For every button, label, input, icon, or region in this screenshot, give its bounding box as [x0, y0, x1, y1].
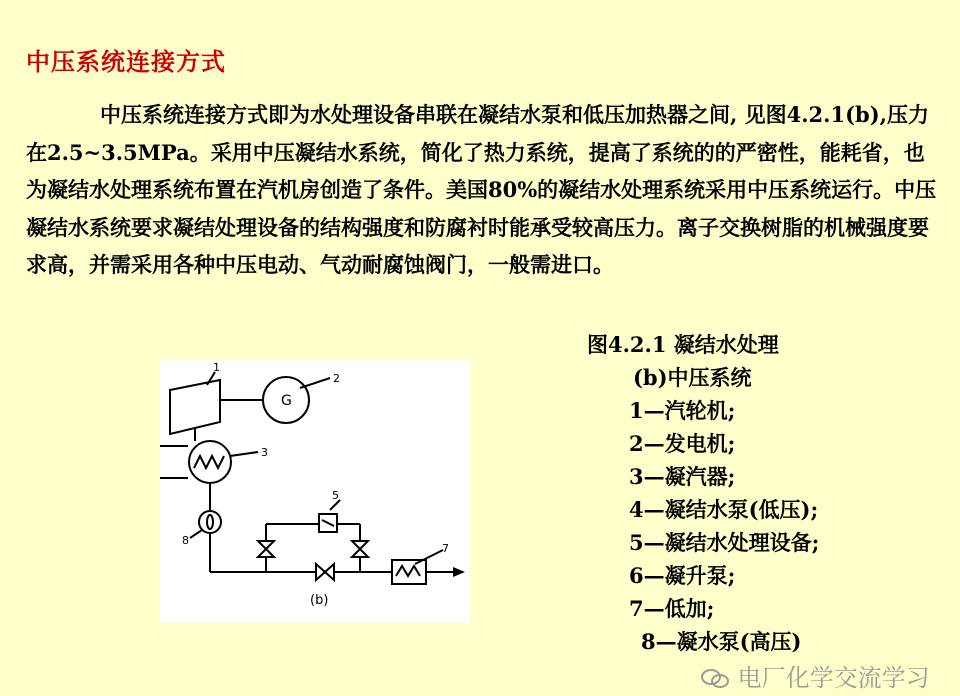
legend-item: 6—凝升泵; [629, 563, 736, 588]
legend-item: 1—汽轮机; [629, 398, 736, 423]
chat-bubbles-icon [700, 668, 730, 690]
generator-letter: G [281, 393, 292, 409]
watermark [700, 658, 930, 693]
caption-subtitle: (b)中压系统 [633, 365, 752, 390]
system-diagram [160, 360, 470, 623]
heater-symbol [392, 560, 426, 584]
legend-item: 8—凝水泵(高压) [641, 629, 802, 654]
caption-title: 图4.2.1 凝结水处理 [587, 332, 779, 357]
outflow-arrow [453, 567, 465, 577]
diagram-label: (b) [310, 593, 329, 608]
legend-item: 5—凝结水处理设备; [629, 530, 820, 555]
right-valve [352, 541, 368, 557]
label-7: 7 [442, 542, 449, 555]
left-valve [258, 541, 274, 557]
page-title: 中压系统连接方式 [26, 47, 226, 76]
legend-item: 2—发电机; [629, 431, 736, 456]
legend-item: 7—低加; [629, 596, 715, 621]
label-8: 8 [182, 534, 189, 547]
body-paragraph: 中压系统连接方式即为水处理设备串联在凝结水泵和低压加热器之间, 见图4.2.1(b),压力在2.5~3.5MPa。采用中压凝结水系统，简化了热力系统，提高了系统的的严密性，能耗省，也为凝结水处理系统布置在汽机房创造了条件。美国80%的凝结水处理系统采用中压系统运行。中压凝结水系统要求凝结处理设备的结构强度和防腐衬时能承受较高压力。离子交换树脂的机械强度要求高，并需采用各种中压电动、气动耐腐蚀阀门，一般需进口。 [26, 102, 937, 277]
label-5: 5 [332, 489, 339, 502]
turbine-symbol [170, 380, 220, 434]
label-2: 2 [333, 372, 340, 385]
main-valve [316, 564, 334, 580]
label-1: 1 [213, 361, 220, 374]
watermark-text: 电厂化学交流学习 [737, 664, 930, 692]
label-3: 3 [261, 446, 268, 459]
figure-caption [587, 328, 819, 658]
legend-item: 3—凝汽器; [629, 464, 736, 489]
legend-item: 4—凝结水泵(低压); [629, 497, 819, 522]
condenser-coil [194, 456, 224, 468]
diagram-svg [160, 360, 470, 623]
